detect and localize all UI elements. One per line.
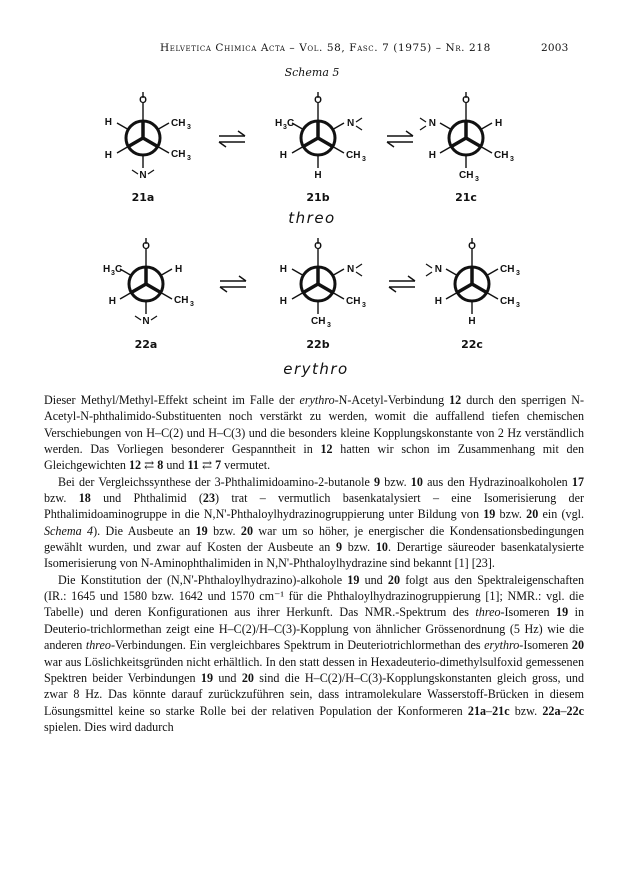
- text-run: bzw.: [342, 540, 376, 555]
- svg-text:O: O: [468, 241, 476, 252]
- label-22c: 22c: [461, 338, 483, 351]
- compound-number: 20: [571, 638, 585, 653]
- text-run: –: [560, 703, 567, 718]
- page-number: 2003: [541, 42, 569, 54]
- compound-number: 8: [157, 458, 164, 473]
- text-run: sind die H–C(2)/H–C(3)-Kopplungskonstanten gleich gross, und zwar 8 Hz. Das könnte darauf zurückzuführen sein, dass intramolekulare Wasserstoff-Brücken in diesem Lösungsmittel keine so starke Rolle bei der relativen Population der Konformeren: [44, 670, 584, 718]
- svg-text:H: H: [275, 118, 283, 129]
- svg-text:CH: CH: [346, 150, 361, 161]
- svg-text:O: O: [314, 95, 322, 106]
- compound-number: 12: [320, 442, 333, 457]
- newman-21b: [275, 92, 366, 204]
- compound-number: 7: [215, 458, 222, 473]
- italic-term: erythro: [484, 638, 520, 653]
- paragraph-1: [44, 392, 584, 474]
- text-run: –: [486, 703, 493, 718]
- svg-text:C: C: [287, 118, 295, 129]
- newman-22b: [280, 238, 366, 351]
- compound-number: 19: [195, 523, 208, 538]
- text-run: ) trat – vermutlich basenkatalysiert – eine Isomerisierung der Phthalimidoaminogruppe in die N,N'-Phthaloylhydrazinogruppierung unter Bildung von: [44, 491, 584, 522]
- svg-text:N: N: [428, 118, 436, 129]
- svg-text:CH: CH: [171, 118, 186, 129]
- text-run: hatten wir schon im Zusammenhang mit den Gleichgewichten: [44, 442, 584, 473]
- text-run: war um so höher, je energischer die Kondensationsbedingungen gewählt wurden, und zwar auf Kosten der Ausbeute an: [44, 523, 584, 555]
- compound-number: 20: [240, 523, 253, 538]
- svg-text:N: N: [347, 118, 355, 129]
- running-header: [0, 42, 624, 58]
- svg-text:H: H: [279, 150, 287, 161]
- svg-text:3: 3: [190, 301, 194, 308]
- svg-text:CH: CH: [500, 296, 515, 307]
- compound-number: 19: [483, 507, 496, 522]
- svg-text:3: 3: [510, 156, 514, 163]
- svg-text:CH: CH: [171, 149, 186, 160]
- newman-22c: [426, 238, 520, 351]
- compound-number: 21c: [492, 703, 510, 718]
- svg-text:3: 3: [187, 155, 191, 162]
- svg-text:H: H: [279, 296, 287, 307]
- svg-text:H: H: [468, 316, 476, 327]
- italic-term: threo: [475, 605, 501, 620]
- svg-text:H: H: [104, 117, 112, 128]
- svg-text:3: 3: [516, 302, 520, 309]
- svg-text:CH: CH: [494, 150, 509, 161]
- svg-text:H: H: [175, 264, 183, 275]
- svg-text:CH: CH: [311, 316, 326, 327]
- svg-text:C: C: [115, 264, 123, 275]
- text-run: Dieser Methyl/Methyl-Effekt scheint im Falle der: [44, 393, 300, 407]
- compound-number: 18: [78, 491, 91, 506]
- equilibrium-arrow: [220, 276, 246, 292]
- newman-21c: [420, 92, 514, 204]
- svg-text:H: H: [434, 296, 442, 307]
- schema-title: Schema 5: [284, 66, 340, 79]
- text-run: spielen. Dies wird dadurch: [44, 719, 174, 734]
- group-label-threo: threo: [288, 209, 336, 227]
- text-run: ⇄: [141, 458, 158, 473]
- svg-text:3: 3: [111, 270, 115, 277]
- body-text: [44, 392, 584, 735]
- compound-number: 19: [347, 572, 360, 587]
- label-22a: 22a: [134, 338, 158, 351]
- journal-citation: Helvetica Chimica Acta – Vol. 58, Fasc. 7 (1975) – Nr. 218: [160, 42, 491, 54]
- svg-text:N: N: [347, 264, 355, 275]
- compound-number: 12: [449, 393, 462, 407]
- svg-text:N: N: [142, 316, 150, 327]
- svg-text:H: H: [104, 150, 112, 161]
- compound-number: 22a: [542, 703, 561, 718]
- label-21c: 21c: [455, 191, 477, 204]
- compound-number: 20: [241, 670, 254, 685]
- text-run: -Isomeren: [519, 638, 572, 653]
- newman-projections-figure: [0, 84, 624, 388]
- newman-21a: [105, 92, 191, 204]
- text-run: ⇄: [198, 458, 216, 473]
- equilibrium-arrow: [389, 276, 415, 292]
- text-run: -N-Acetyl-Verbindung: [334, 393, 450, 407]
- svg-text:N: N: [139, 170, 147, 181]
- text-run: und: [212, 670, 242, 685]
- svg-text:3: 3: [362, 156, 366, 163]
- svg-text:H: H: [428, 150, 436, 161]
- italic-term: erythro: [299, 393, 335, 407]
- group-label-erythro: erythro: [283, 360, 349, 378]
- compound-number: 10: [375, 540, 388, 555]
- text-run: ). Die Ausbeute an: [93, 523, 196, 538]
- svg-text:3: 3: [362, 302, 366, 309]
- svg-text:H: H: [108, 296, 116, 307]
- svg-text:3: 3: [327, 322, 331, 329]
- text-run: bzw.: [380, 474, 411, 489]
- compound-number: 19: [200, 670, 213, 685]
- compound-number: 21a: [467, 703, 487, 718]
- svg-text:H: H: [495, 118, 503, 129]
- svg-text:3: 3: [516, 270, 520, 277]
- text-run: bzw.: [44, 491, 79, 506]
- compound-number: 11: [187, 458, 199, 473]
- svg-text:3: 3: [283, 124, 287, 131]
- svg-text:O: O: [139, 95, 147, 106]
- compound-number: 23: [202, 491, 215, 506]
- compound-number: 9: [336, 540, 343, 555]
- text-run: in Deuterio-trichlormethan zeigt eine H–C(2)/H–C(3)-Kopplung von ähnlicher Grössenordnung (5 Hz) wie die anderen: [44, 605, 584, 653]
- label-21b: 21b: [306, 191, 330, 204]
- svg-text:O: O: [314, 241, 322, 252]
- text-run: bzw.: [495, 507, 527, 522]
- svg-text:O: O: [142, 241, 150, 252]
- text-run: und: [163, 458, 188, 473]
- text-run: . Derartige säureoder basenkatalysierte Isomerisierung von N-Aminophthalimiden in N,N'-Phthaloylhydrazine sind bekannt [1] [23].: [44, 540, 584, 571]
- svg-text:CH: CH: [459, 170, 474, 181]
- text-run: vermutet.: [221, 458, 271, 473]
- equilibrium-arrow: [387, 131, 413, 147]
- text-run: ein (vgl.: [538, 507, 585, 522]
- svg-text:3: 3: [187, 124, 191, 131]
- text-run: und: [359, 572, 388, 587]
- compound-number: 22c: [566, 703, 584, 718]
- compound-number: 12: [128, 458, 142, 473]
- compound-number: 20: [526, 507, 539, 522]
- text-run: war aus Löslichkeitsgründen nicht erhältlich. In den statt dessen in Hexadeuterio-dimethylsulfoxid gemessenen Spektren beider Verbindungen: [44, 654, 584, 685]
- compound-number: 9: [374, 474, 381, 489]
- paragraph-2: [44, 474, 584, 572]
- svg-text:H: H: [279, 264, 287, 275]
- text-run: aus den Hydrazinoalkoholen: [422, 474, 572, 489]
- svg-text:3: 3: [475, 176, 479, 183]
- compound-number: 10: [410, 474, 423, 489]
- text-run: -Isomeren: [500, 605, 557, 620]
- compound-number: 19: [556, 605, 569, 620]
- text-run: Die Konstitution der (N,N'-Phthaloylhydrazino)-alkohole: [58, 572, 348, 587]
- svg-text:N: N: [434, 264, 442, 275]
- compound-number: 17: [571, 474, 585, 489]
- text-run: folgt aus den Spektraleigenschaften (IR.: 1645 und 1580 bzw. 1642 und 1570 cm⁻¹ für die Phthaloylhydrazinogruppierung [1]; NMR.: vgl. die Tabelle) und deren Konfigurationen aus ihrer Herkunft. Das NMR.-Spektrum des: [44, 572, 584, 620]
- newman-22a: [103, 238, 194, 351]
- label-22b: 22b: [306, 338, 330, 351]
- label-21a: 21a: [131, 191, 155, 204]
- svg-text:CH: CH: [174, 295, 189, 306]
- text-run: bzw.: [207, 523, 241, 538]
- italic-term: threo: [85, 638, 111, 653]
- text-run: und Phthalimid (: [90, 491, 203, 506]
- compound-number: 20: [387, 572, 401, 587]
- italic-term: Schema 4: [44, 523, 94, 538]
- paragraph-3: [44, 572, 584, 735]
- text-run: -Verbindungen. Ein vergleichbares Spektrum in Deuteriotrichlormethan des: [110, 638, 485, 653]
- svg-text:H: H: [314, 170, 322, 181]
- equilibrium-arrow: [219, 131, 245, 147]
- svg-text:CH: CH: [346, 296, 361, 307]
- svg-text:O: O: [462, 95, 470, 106]
- svg-text:CH: CH: [500, 264, 515, 275]
- text-run: Bei der Vergleichssynthese der 3-Phthalimidoamino-2-butanole: [58, 474, 374, 489]
- text-run: durch den sperrigen N-Acetyl-N-phthalimido-Substituenten noch verstärkt zu werden, womit die auffallend tiefen chemischen Verschiebungen von H–C(2) und H–C(3) und die besonders kleine Kopplungskonstante von 2 Hz verständlich werden. Das Vorliegen besonderer Gespanntheit in: [44, 393, 584, 457]
- svg-text:H: H: [103, 264, 111, 275]
- text-run: bzw.: [509, 703, 543, 718]
